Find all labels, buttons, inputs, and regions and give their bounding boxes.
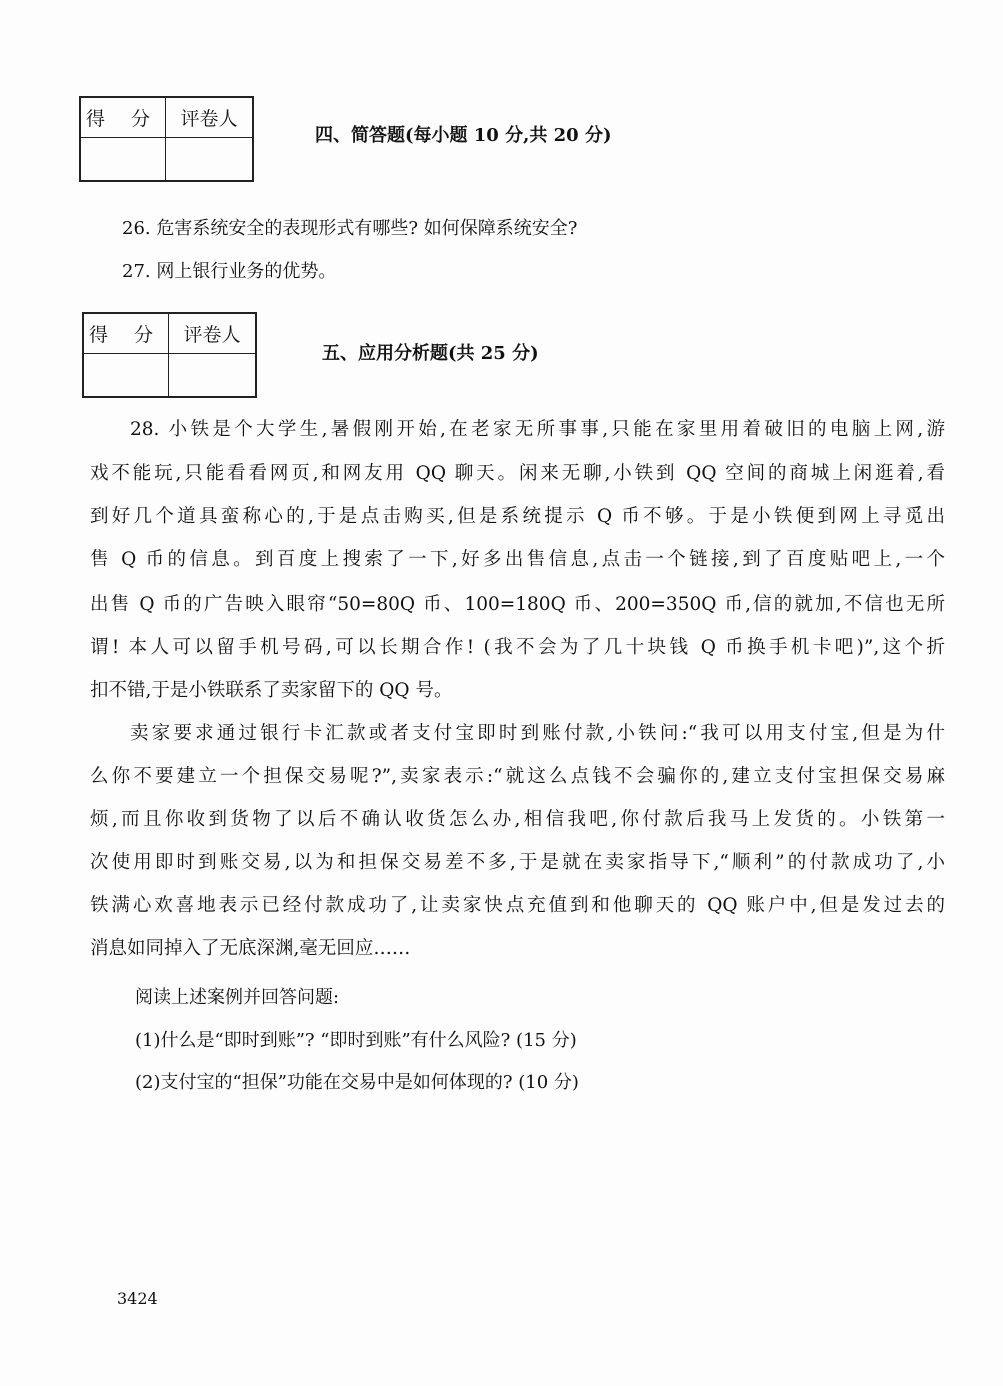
reading-prompt: 阅读上述案例并回答问题: — [135, 987, 340, 1008]
score-box-section-4 — [79, 96, 254, 182]
section-5-title: 五、应用分析题(共 25 分) — [322, 343, 539, 364]
question-26: 26. 危害系统安全的表现形式有哪些? 如何保障系统安全? — [122, 218, 578, 239]
score-label: 得 分 — [83, 313, 169, 353]
case-line: 次使用即时到账交易,以为和担保交易差不多,于是就在卖家指导下,“顺利”的付款成功了,小 — [90, 852, 945, 873]
question-27: 27. 网上银行业务的优势。 — [122, 261, 337, 282]
grader-cell — [166, 137, 254, 181]
case-line: 消息如同掉入了无底深渊,毫无回应…… — [90, 938, 411, 959]
page-number: 3424 — [117, 1289, 158, 1308]
grader-label: 评卷人 — [169, 313, 257, 353]
grader-cell — [169, 353, 257, 397]
case-line: 卖家要求通过银行卡汇款或者支付宝即时到账付款,小铁问:“我可以用支付宝,但是为什 — [130, 723, 945, 744]
case-line: 到好几个道具蛮称心的,于是点击购买,但是系统提示 Q 币不够。于是小铁便到网上寻觅出 — [90, 506, 945, 527]
case-line: 么你不要建立一个担保交易呢?”,卖家表示:“就这么点钱不会骗你的,建立支付宝担保交易麻 — [90, 766, 945, 787]
case-line: 售 Q 币的信息。到百度上搜索了一下,好多出售信息,点击一个链接,到了百度贴吧上,一个 — [90, 549, 945, 570]
case-line: 28. 小铁是个大学生,暑假刚开始,在老家无所事事,只能在家里用着破旧的电脑上网,游 — [130, 419, 945, 440]
score-box-section-5 — [82, 312, 257, 398]
case-line: 烦,而且你收到货物了以后不确认收货怎么办,相信我吧,你付款后我马上发货的。小铁第一 — [90, 809, 945, 830]
sub-question-2: (2)支付宝的“担保”功能在交易中是如何体现的? (10 分) — [135, 1072, 579, 1093]
case-line: 铁满心欢喜地表示已经付款成功了,让卖家快点充值到和他聊天的 QQ 账户中,但是发过去的 — [90, 895, 945, 916]
score-cell — [80, 137, 166, 181]
score-label: 得 分 — [80, 97, 166, 137]
score-cell — [83, 353, 169, 397]
case-line: 谓! 本人可以留手机号码,可以长期合作! (我不会为了几十块钱 Q 币换手机卡吧)”,这个折 — [90, 637, 945, 658]
section-4-title: 四、简答题(每小题 10 分,共 20 分) — [315, 125, 612, 146]
grader-label: 评卷人 — [166, 97, 254, 137]
sub-question-1: (1)什么是“即时到账”? “即时到账”有什么风险? (15 分) — [135, 1030, 577, 1051]
case-line: 扣不错,于是小铁联系了卖家留下的 QQ 号。 — [90, 680, 453, 701]
case-line: 戏不能玩,只能看看网页,和网友用 QQ 聊天。闲来无聊,小铁到 QQ 空间的商城上闲逛着,看 — [90, 463, 945, 484]
case-line: 出售 Q 币的广告映入眼帘“50=80Q 币、100=180Q 币、200=350Q 币,信的就加,不信也无所 — [90, 594, 945, 615]
